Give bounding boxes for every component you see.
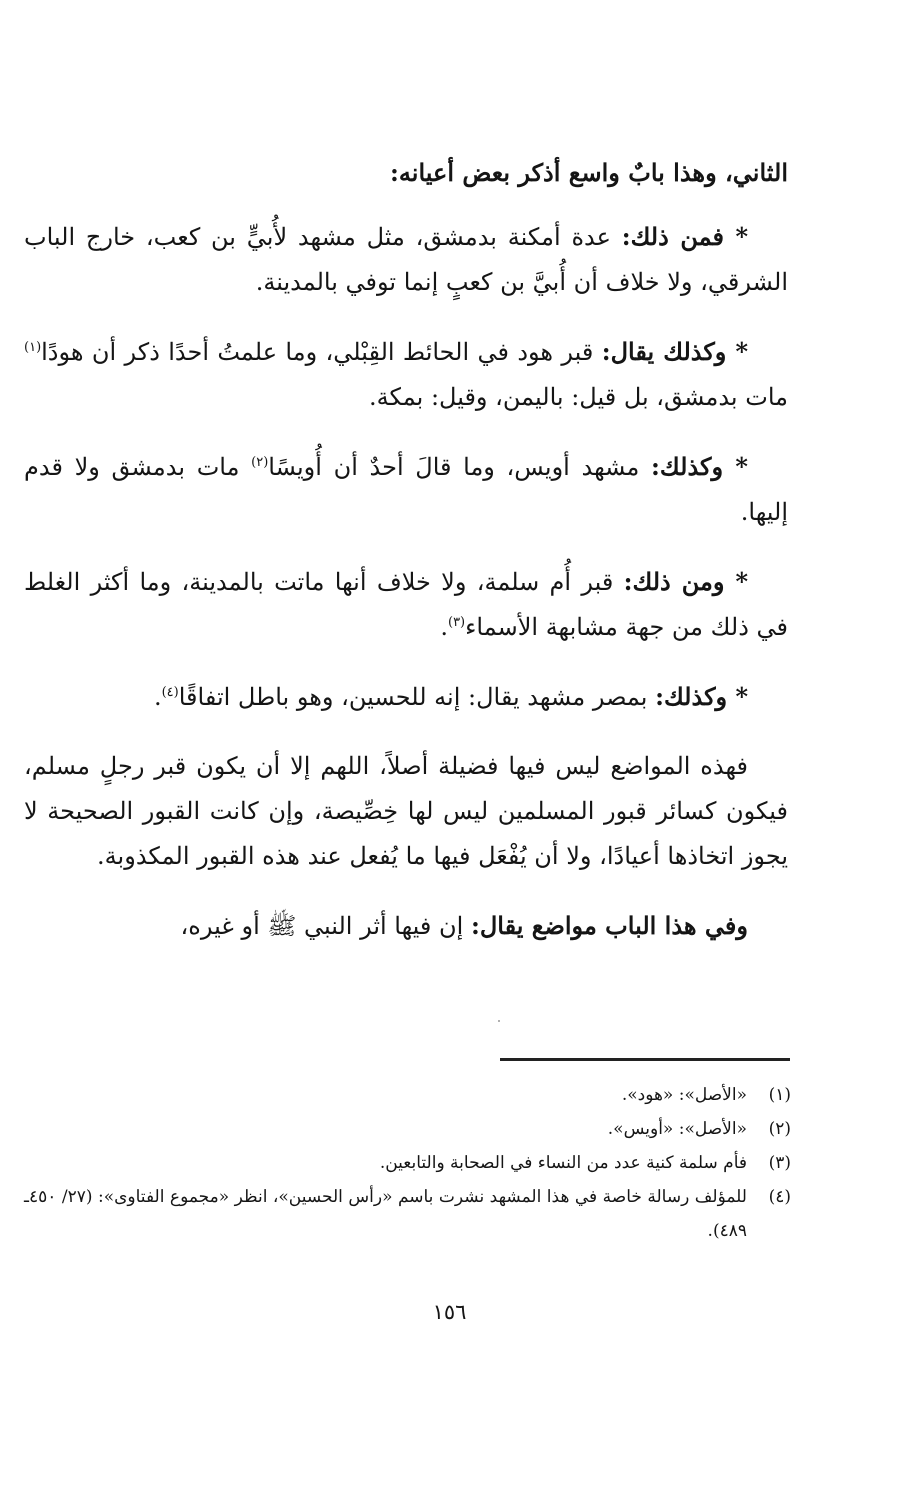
- footnote-3-number: (٣): [768, 1153, 791, 1173]
- intro-text: الثاني، وهذا بابٌ واسع أذكر بعض أعيانه:: [390, 158, 788, 187]
- page-number: ١٥٦: [432, 1300, 467, 1324]
- paragraph-6-text: فهذه المواضع ليس فيها فضيلة أصلاً، اللهم إلا أن يكون قبر رجلٍ مسلم، فيكون كسائر قبور المسلمين ليس لها خِصِّيصة، وإن كانت القبور الصحيحة لا يجوز اتخاذها أعيادًا، ولا أن يُفْعَل فيها ما يُفعل عند هذه القبور المكذوبة.: [24, 752, 788, 870]
- paragraph-5-lead: * وكذلك:: [655, 682, 748, 711]
- footnote-2-text: «الأصل»: «أويس».: [607, 1119, 747, 1139]
- paragraph-5-text-a: بمصر مشهد يقال: إنه للحسين، وهو باطل اتفاقًا: [178, 683, 656, 711]
- footnotes: [24, 1078, 791, 1248]
- intro-paragraph: [24, 150, 788, 196]
- paragraph-5: [24, 674, 788, 720]
- paragraph-4-text-a: قبر أُم سلمة، ولا خلاف أنها ماتت بالمدينة، وما أكثر الغلط في ذلك من جهة مشابهة الأسماء: [24, 568, 788, 641]
- paragraph-2-lead: * وكذلك يقال:: [601, 337, 748, 366]
- footnote-1: [24, 1078, 791, 1112]
- footnote-3: [24, 1146, 791, 1180]
- footnote-2-number: (٢): [768, 1119, 791, 1139]
- footnote-1-number: (١): [768, 1085, 791, 1105]
- paragraph-2: [24, 329, 788, 420]
- paragraph-2-text-a: قبر هود في الحائط القِبْلي، وما علمتُ أحدًا ذكر أن هودًا: [41, 338, 602, 366]
- footnote-ref-3: (٣): [447, 615, 466, 630]
- paragraph-3-text-a: مشهد أويس، وما قالَ أحدٌ أن أُويسًا: [268, 453, 652, 481]
- main-text: [24, 150, 788, 949]
- paragraph-1: [24, 214, 788, 305]
- footnote-4: [24, 1180, 791, 1248]
- scan-speck: [498, 1020, 500, 1022]
- footnote-4-number: (٤): [768, 1187, 791, 1207]
- paragraph-4: [24, 559, 788, 650]
- footnote-4-text: للمؤلف رسالة خاصة في هذا المشهد نشرت باسم «رأس الحسين»، انظر «مجموع الفتاوى»: (٢٧/ ٤٥٠ـ ٤٨٩).: [24, 1187, 747, 1241]
- paragraph-3-text-b: مات بدمشق ولا قدم إليها.: [24, 453, 788, 526]
- paragraph-7: [24, 903, 788, 949]
- footnote-ref-1: (١): [24, 340, 42, 355]
- footnote-ref-4: (٤): [161, 685, 179, 700]
- paragraph-1-text: عدة أمكنة بدمشق، مثل مشهد لأُبيٍّ بن كعب، خارج الباب الشرقي، ولا خلاف أن أُبيَّ بن كعبٍ إنما توفي بالمدينة.: [24, 223, 788, 296]
- paragraph-4-lead: * ومن ذلك:: [623, 567, 749, 596]
- paragraph-3-lead: * وكذلك:: [651, 452, 748, 481]
- footnote-2: [24, 1112, 791, 1146]
- paragraph-3: [24, 444, 788, 535]
- paragraph-5-text-b: .: [153, 683, 162, 711]
- footnote-ref-2: (٢): [251, 455, 269, 470]
- paragraph-2-text-b: مات بدمشق، بل قيل: باليمن، وقيل: بمكة.: [369, 383, 788, 411]
- footnote-3-text: فأم سلمة كنية عدد من النساء في الصحابة والتابعين.: [379, 1153, 747, 1173]
- paragraph-4-text-b: .: [440, 613, 448, 641]
- paragraph-1-lead: * فمن ذلك:: [621, 222, 748, 251]
- footnote-1-text: «الأصل»: «هود».: [621, 1085, 747, 1105]
- paragraph-7-lead: وفي هذا الباب مواضع يقال:: [470, 911, 748, 940]
- paragraph-7-text: إن فيها أثر النبي ﷺ أو غيره،: [180, 912, 471, 940]
- paragraph-6: [24, 744, 788, 879]
- footnote-divider: [500, 1058, 790, 1061]
